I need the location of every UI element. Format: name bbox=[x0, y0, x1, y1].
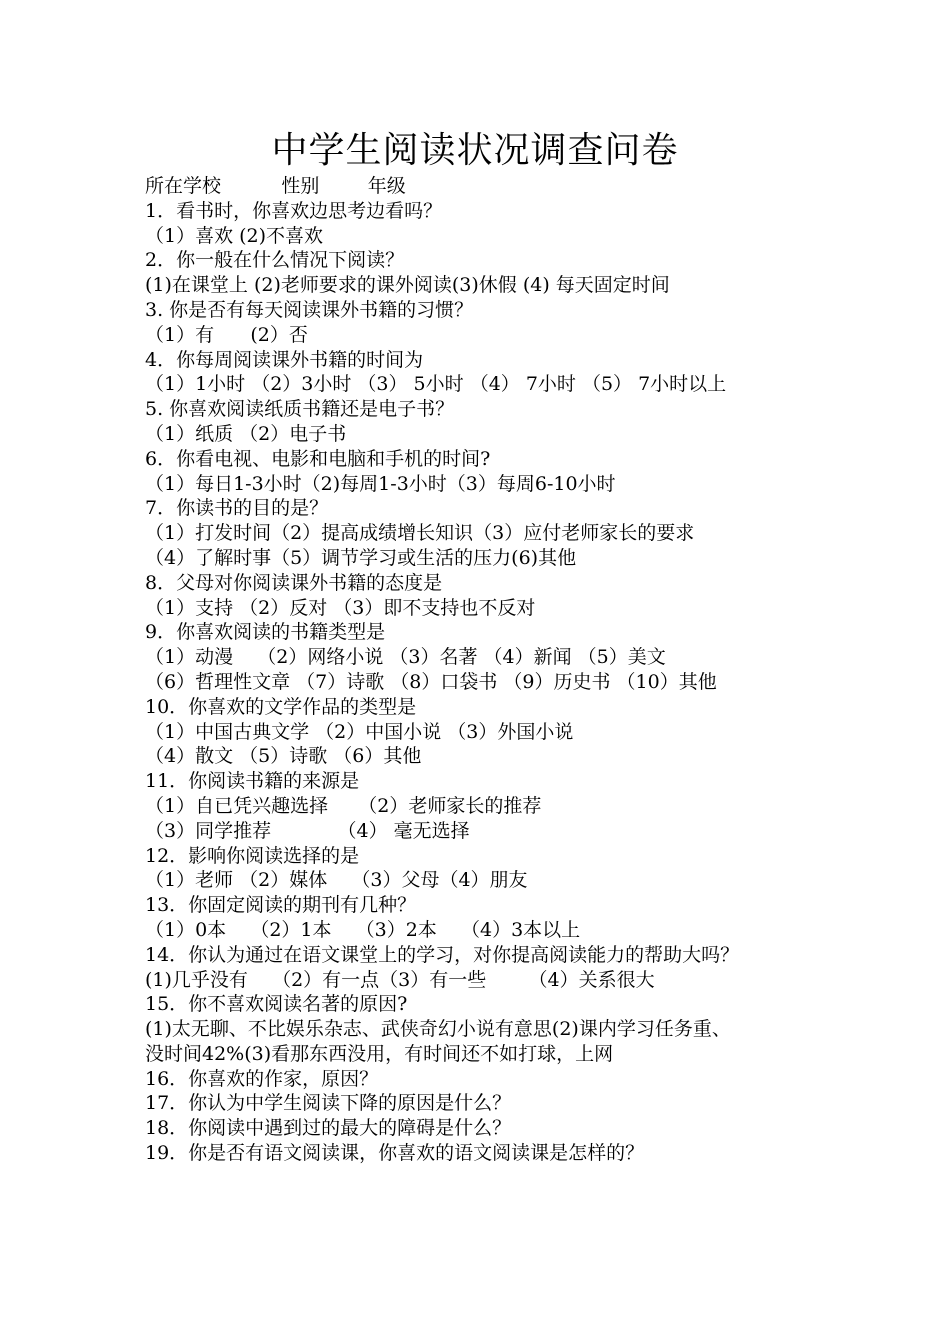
question-13: 13．你固定阅读的期刊有几种？ bbox=[145, 894, 417, 917]
question-2-options: (1)在课堂上 (2)老师要求的课外阅读(3)休假 (4) 每天固定时间 bbox=[145, 274, 670, 297]
question-15-options-line-1: (1)太无聊、不比娱乐杂志、武侠奇幻小说有意思(2)课内学习任务重、 bbox=[145, 1018, 731, 1041]
question-10-options-line-1: （1）中国古典文学 （2）中国小说 （3）外国小说 bbox=[145, 720, 574, 743]
question-8-options: （1）支持 （2）反对 （3）即不支持也不反对 bbox=[145, 596, 536, 619]
question-3: 3. 你是否有每天阅读课外书籍的习惯？ bbox=[145, 298, 474, 321]
question-6-options: （1）每日1-3小时（2)每周1-3小时（3）每周6-10小时 bbox=[145, 472, 616, 495]
question-7-options-line-1: （1）打发时间（2）提高成绩增长知识（3）应付老师家长的要求 bbox=[145, 522, 695, 545]
question-3-options: （1）有 (2）否 bbox=[145, 323, 308, 346]
question-8: 8．父母对你阅读课外书籍的态度是 bbox=[145, 571, 443, 594]
question-15: 15．你不喜欢阅读名著的原因? bbox=[145, 993, 408, 1016]
question-7-options-line-2: （4）了解时事（5）调节学习或生活的压力(6)其他 bbox=[145, 546, 577, 569]
question-15-options-line-2: 没时间42%(3)看那东西没用，有时间还不如打球，上网 bbox=[145, 1042, 614, 1065]
question-11-options-line-1: （1）自已凭兴趣选择 （2）老师家长的推荐 bbox=[145, 794, 542, 817]
question-5: 5. 你喜欢阅读纸质书籍还是电子书？ bbox=[145, 398, 455, 421]
question-18: 18．你阅读中遇到过的最大的障碍是什么？ bbox=[145, 1117, 512, 1140]
question-4-options: （1）1小时 （2）3小时 （3） 5小时 （4） 7小时 （5） 7小时以上 bbox=[145, 373, 727, 396]
question-10-options-line-2: （4）散文 （5）诗歌 （6）其他 bbox=[145, 745, 422, 768]
question-14-options: (1)几乎没有 （2）有一点（3）有一些 （4）关系很大 bbox=[145, 968, 655, 991]
question-11: 11．你阅读书籍的来源是 bbox=[145, 770, 360, 793]
question-19: 19．你是否有语文阅读课，你喜欢的语文阅读课是怎样的？ bbox=[145, 1142, 645, 1165]
question-11-options-line-2: （3）同学推荐 （4） 毫无选择 bbox=[145, 819, 470, 842]
question-7: 7．你读书的目的是？ bbox=[145, 497, 329, 520]
question-1: 1．看书时，你喜欢边思考边看吗？ bbox=[145, 199, 443, 222]
question-1-options: （1）喜欢 (2)不喜欢 bbox=[145, 224, 324, 247]
question-13-options: （1）0本 （2）1本 （3）2本 （4）3本以上 bbox=[145, 918, 581, 941]
question-2: 2．你一般在什么情况下阅读？ bbox=[145, 249, 405, 272]
question-4: 4．你每周阅读课外书籍的时间为 bbox=[145, 348, 424, 371]
question-5-options: （1）纸质 （2）电子书 bbox=[145, 422, 347, 445]
survey-body bbox=[145, 174, 845, 1166]
question-6: 6．你看电视、电影和电脑和手机的时间? bbox=[145, 447, 491, 470]
page-title: 中学生阅读状况调查问卷 bbox=[271, 130, 679, 171]
question-9-options-line-1: （1）动漫 （2）网络小说 （3）名著 （4）新闻 （5）美文 bbox=[145, 646, 666, 669]
question-10: 10．你喜欢的文学作品的类型是 bbox=[145, 695, 417, 718]
question-9: 9．你喜欢阅读的书籍类型是 bbox=[145, 621, 386, 644]
question-14: 14．你认为通过在语文课堂上的学习，对你提高阅读能力的帮助大吗？ bbox=[145, 943, 740, 966]
question-16: 16．你喜欢的作家，原因？ bbox=[145, 1067, 379, 1090]
question-9-options-line-2: （6）哲理性文章 （7）诗歌 （8）口袋书 （9）历史书 （10）其他 bbox=[145, 670, 717, 693]
question-12: 12．影响你阅读选择的是 bbox=[145, 844, 360, 867]
question-17: 17．你认为中学生阅读下降的原因是什么？ bbox=[145, 1092, 512, 1115]
question-12-options: （1）老师 （2）媒体 （3）父母（4）朋友 bbox=[145, 869, 528, 892]
school-gender-grade-line: 所在学校 性别 年级 bbox=[145, 175, 406, 197]
